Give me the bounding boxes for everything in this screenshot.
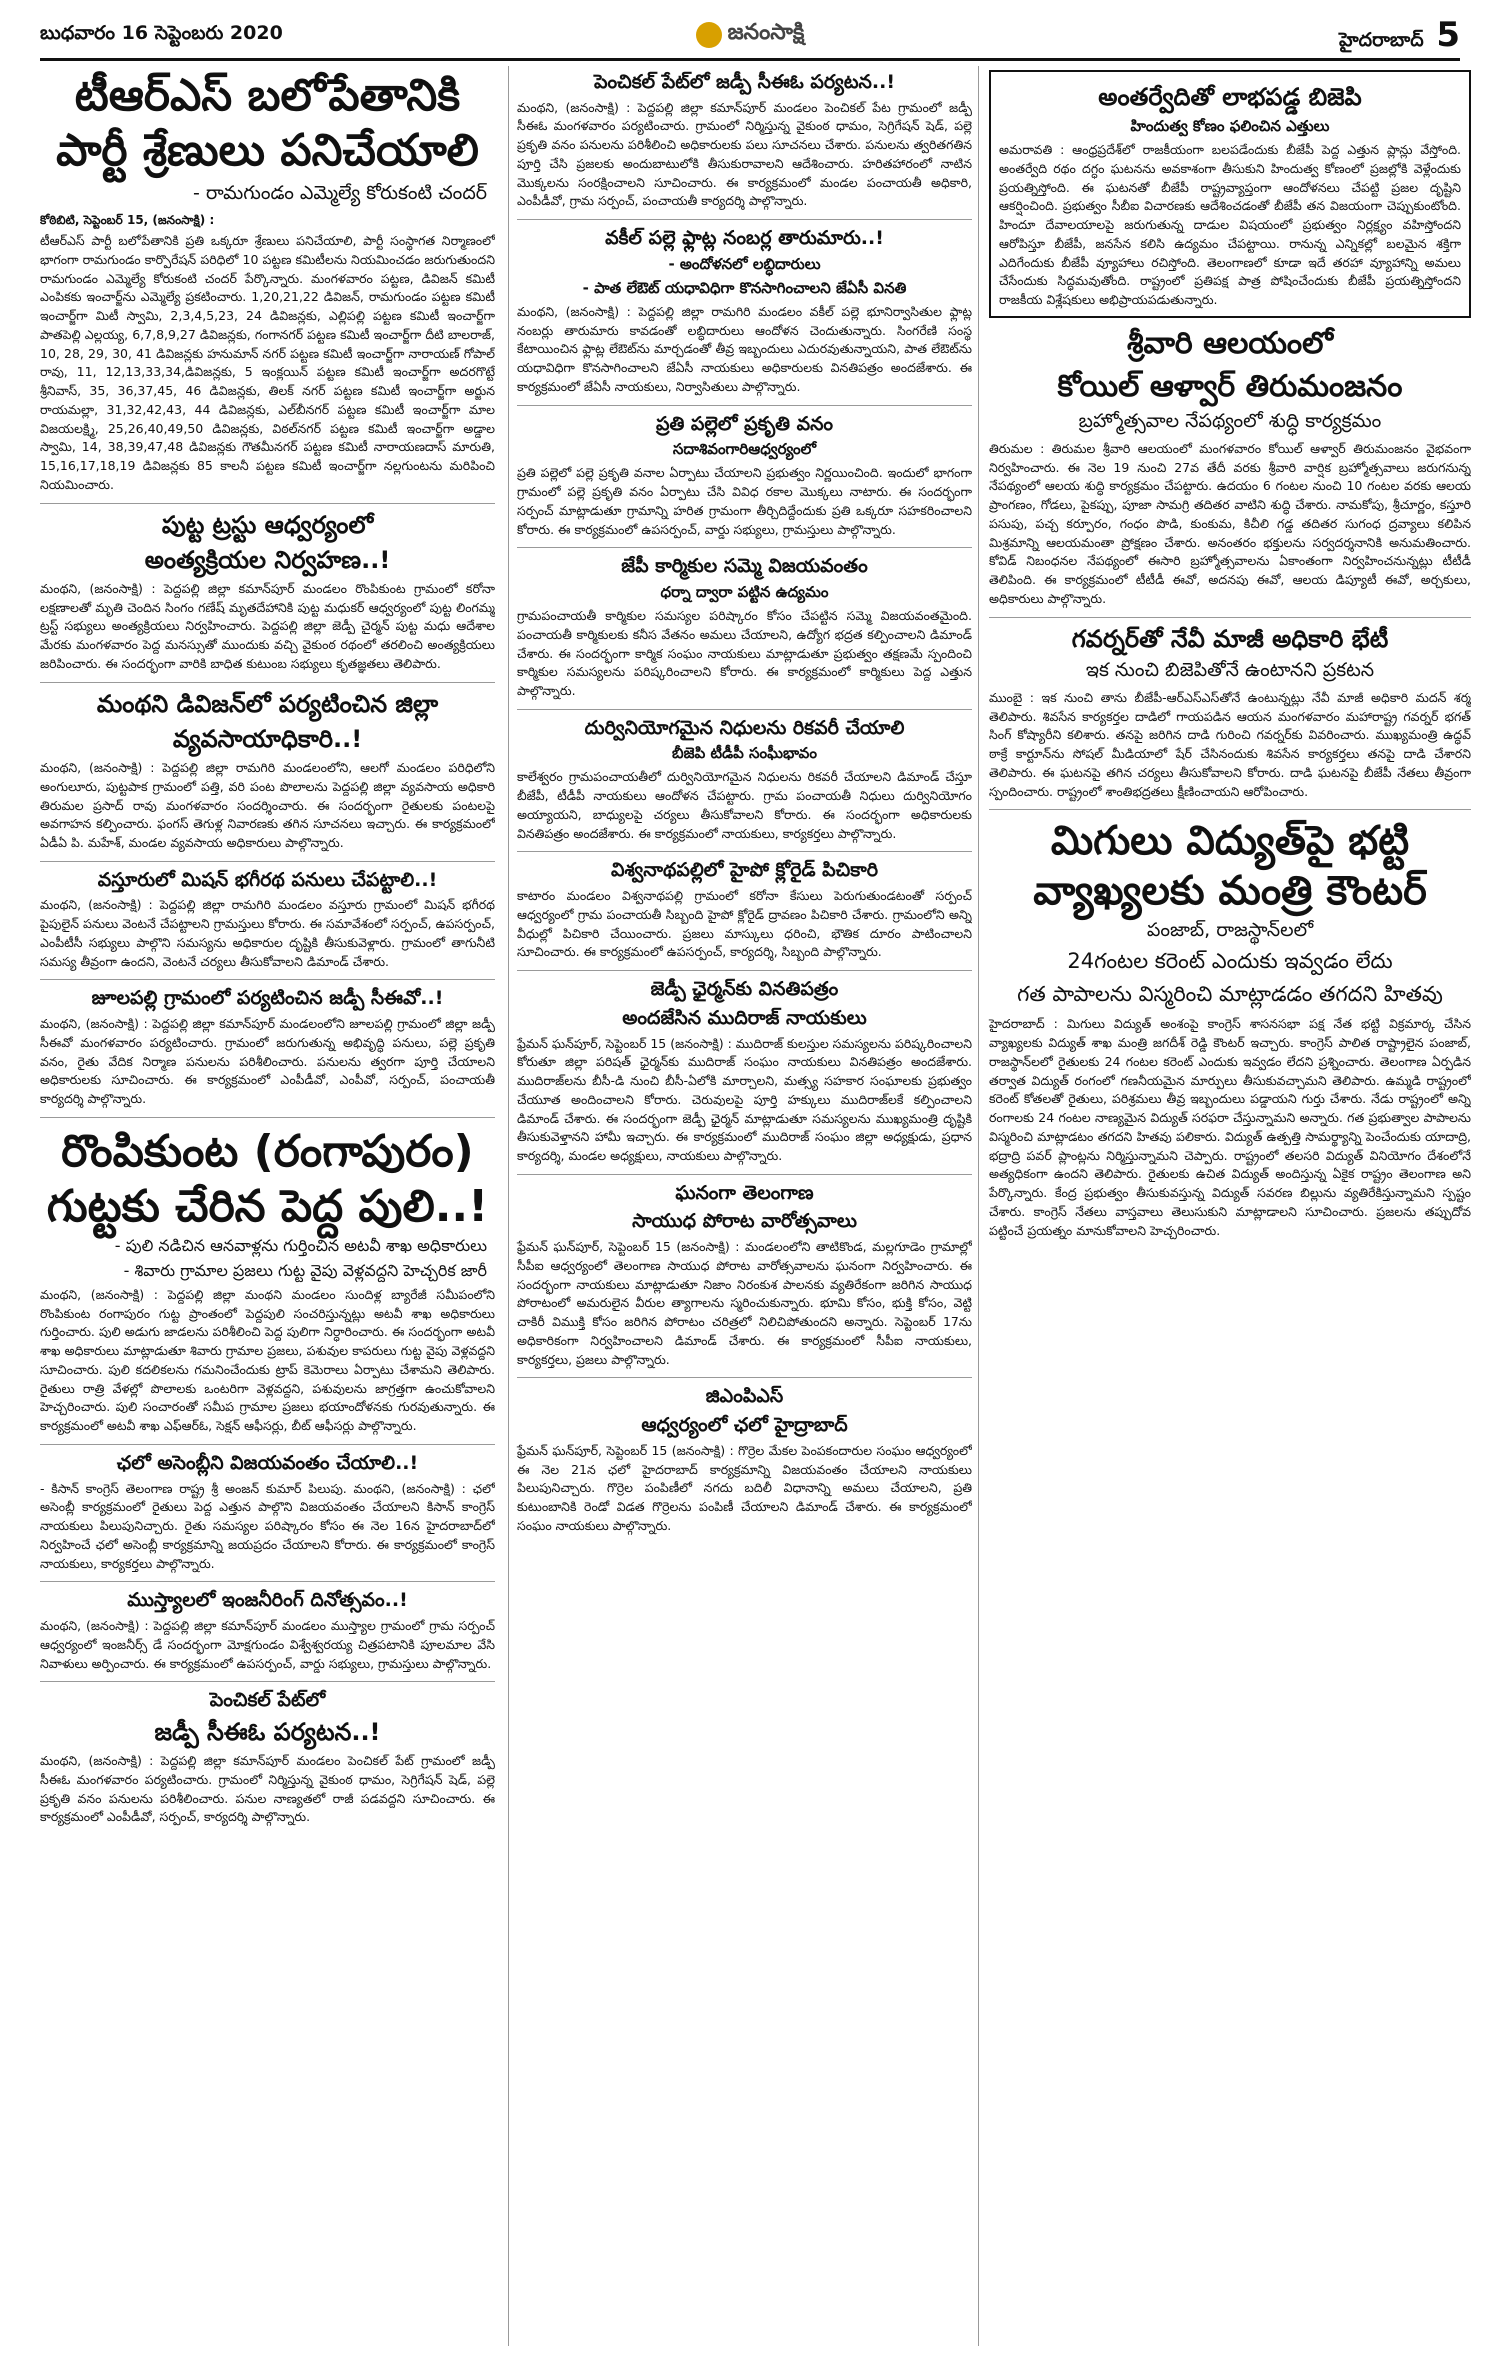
subhead: - పులి నడిచిన ఆనవాళ్లను గుర్తించిన అటవీ శాఖ అధికారులు [114,1235,487,1255]
headline: వస్తూరులో మిషన్ భగీరథ పనులు చేపట్టాలి..! [97,868,438,891]
subhead: - శివారు గ్రామాల ప్రజలు గుట్ట వైపు వెళ్లవద్దని హెచ్చరిక జారీ [123,1260,487,1280]
divider [517,851,972,852]
kicker: జిఎంపిఎస్ [705,1385,784,1408]
story-penchikal-left [40,1688,495,1827]
story-srivari [989,324,1471,609]
divider [40,979,495,980]
story-body: మంథని, (జనంసాక్షి) : పెద్దపల్లి జిల్లా రామగిరి మండలం వస్తూరు గ్రామంలో మిషన్ భగీరథ పైపులైన్ పనులు వెంటనే చేపట్టాలని గ్రామస్తులు కోరారు. ఈ సమావేశంలో సర్పంచ్, ఉపసర్పంచ్, ఎంపీటీసీ సభ్యులు పాల్గొని సమస్యను అధికారుల దృష్టికి తీసుకువెళ్లారు. గ్రామంలో తాగునీటి సమస్య తీవ్రంగా ఉందని, వెంటనే చర్యలు తీసుకోవాలని డిమాండ్ చేశారు. [40,897,495,969]
subhead: సాయుధ పోరాట వారోత్సవాలు [632,1210,857,1233]
story-jp-workers [517,554,972,700]
headline: జెడ్పీ ఛైర్మన్‌కు వినతిపత్రం [650,978,839,1001]
divider [517,970,972,971]
paper-logo [696,20,805,50]
divider [40,1117,495,1118]
kicker: - అందోళనలో లబ్ధిదారులు [668,254,821,273]
headline-line-2: జడ్పీ సీఈఓ పర్యటన..! [154,1717,381,1746]
story-body: హైదరాబాద్ : మిగులు విద్యుత్ అంశంపై కాంగ్రెస్ శాసనసభా పక్ష నేత భట్టి విక్రమార్క చేసిన వ్యాఖ్యలకు విద్యుత్ శాఖ మంత్రి జగదీశ్ రెడ్డి కౌంటర్ ఇచ్చారు. కాంగ్రెస్ పాలిత రాష్ట్రాలైన పంజాబ్, రాజస్థాన్‌లలో రైతులకు 24 గంటల కరెంట్ ఎందుకు ఇవ్వడం లేదని ప్రశ్నించారు. తెలంగాణ ఏర్పడిన తర్వాత విద్యుత్ రంగంలో గణనీయమైన మార్పులు తీసుకువచ్చామని తెలిపారు. ఉమ్మడి రాష్ట్రంలో కరెంట్ కోతలతో రైతులు, పరిశ్రమలు తీవ్ర ఇబ్బందులు పడ్డాయని గుర్తు చేశారు. నేడు రాష్ట్రంలో అన్ని రంగాలకు 24 గంటల నాణ్యమైన విద్యుత్ సరఫరా చేస్తున్నామని అన్నారు. గత ప్రభుత్వాల పాపాలను విస్మరించి మాట్లాడటం తగదని హితవు పలికారు. విద్యుత్ ఉత్పత్తి సామర్థ్యాన్ని పెంచేందుకు యాదాద్రి, భద్రాద్రి పవర్ ప్లాంట్లను నిర్మిస్తున్నామని చెప్పారు. రాష్ట్రంలో తలసరి విద్యుత్ వినియోగం దేశంలోనే అత్యధికంగా ఉందని తెలిపారు. రైతులకు ఉచిత విద్యుత్ అందిస్తున్న ఏకైక రాష్ట్రం తెలంగాణ అని పేర్కొన్నారు. కేంద్ర ప్రభుత్వం తీసుకువస్తున్న విద్యుత్ సవరణ బిల్లును వ్యతిరేకిస్తున్నామని స్పష్టం చేశారు. కాంగ్రెస్ నేతలు వాస్తవాలు తెలుసుకుని మాట్లాడాలని సూచించారు. ప్రజలను తప్పుదోవ పట్టించే ప్రయత్నం మానుకోవాలని హెచ్చరించారు. [989,1016,1471,1238]
story-body: గ్రామపంచాయతీ కార్మికుల సమస్యల పరిష్కారం కోసం చేపట్టిన సమ్మె విజయవంతమైంది. పంచాయతీ కార్మికులకు కనీస వేతనం అమలు చేయాలని, ఉద్యోగ భద్రత కల్పించాలని డిమాండ్ చేశారు. ఈ సందర్భంగా కార్మిక సంఘం నాయకులు మాట్లాడుతూ ప్రభుత్వం తక్షణమే స్పందించి కార్మికుల సమస్యలను పరిష్కరించాలని కోరారు. ఈ కార్యక్రమంలో కార్మికులు పెద్ద ఎత్తున పాల్గొన్నారు. [517,608,972,698]
story-body: మంథని, (జనంసాక్షి) : పెద్దపల్లి జిల్లా రామగిరి మండలం వకీల్ పల్లె భూనిర్వాసితుల ఫ్లాట్ల నంబర్లు తారుమారు కావడంతో లబ్ధిదారులు ఆందోళన చెందుతున్నారు. సింగరేణి సంస్థ కేటాయించిన ఫ్లాట్ల లేఔట్‌ను మార్చడంతో తీవ్ర ఇబ్బందులు ఎదురవుతున్నాయని, పాత లేఔట్‌ను యధావిధిగా కొనసాగించాలని జేఏసీ నాయకులు అధికారులకు వినతిపత్రం అందజేశారు. ఈ కార్యక్రమంలో జేఏసీ నాయకులు, నిర్వాసితులు పాల్గొన్నారు. [517,303,972,394]
headline-line-2: అంత్యక్రియల నిర్వహణ..! [144,545,391,574]
headline: ఘనంగా తెలంగాణ [675,1181,814,1204]
story-body: మంథని, (జనంసాక్షి) : పెద్దపల్లి జిల్లా కమాన్‌పూర్ మండలం ముస్త్యాల గ్రామంలో గ్రామ సర్పంచ్ ఆధ్వర్యంలో ఇంజనీర్స్ డే సందర్భంగా మోక్షగుండం విశ్వేశ్వరయ్య చిత్రపటానికి పూలమాల వేసి నివాళులు అర్పించారు. ఈ కార్యక్రమంలో ఉపసర్పంచ్, వార్డు సభ్యులు, గ్రామస్తులు పాల్గొన్నారు. [40,1618,495,1671]
story-body: మంథని, (జనంసాక్షి) : పెద్దపల్లి జిల్లా కమాన్‌పూర్ మండలం పెంచికల్ పేట గ్రామంలో జడ్పీ సీఈఓ మంగళవారం పర్యటించారు. గ్రామంలో నిర్మిస్తున్న వైకుంఠ ధామం, సెగ్రిగేషన్ షెడ్, పల్లె ప్రకృతి వనం పనులను పరిశీలించి అధికారులకు పలు సూచనలు చేశారు. పనులను త్వరితగతిన పూర్తి చేసి ప్రజలకు అందుబాటులోకి తీసుకురావాలని ఆదేశించారు. హరితహారంలో నాటిన మొక్కలను సంరక్షించాలని సూచించారు. ఈ కార్యక్రమంలో మండల పంచాయతీ అధికారి, ఎంపీడీవో, గ్రామ సర్పంచ్, పంచాయతీ కార్యదర్శి పాల్గొన్నారు. [517,99,972,209]
headline: మంథని డివిజన్‌లో పర్యటించిన జిల్లా [96,689,439,718]
page-info [1060,15,1460,56]
subhead: గత పాపాలను విస్మరించి మాట్లాడడం తగదని హితవు [1017,982,1443,1007]
subhead: పంజాబ్, రాజస్థాన్‌లలో [1146,919,1314,942]
story-body: ఫ్రేమన్ ఘన్‌పూర్, సెప్టెంబర్ 15 (జనంసాక్షి) : గొర్రెల మేకల పెంపకందారుల సంఘం ఆధ్వర్యంలో ఈ నెల 21న ఛలో హైదరాబాద్ కార్యక్రమాన్ని విజయవంతం చేయాలని నాయకులు పిలుపునిచ్చారు. గొర్రెల పంపిణీలో నగదు బదిలీ విధానాన్ని అమలు చేయాలని, ప్రతి కుటుంబానికి రెండో విడత గొర్రెలను పంపిణీ చేయాలని డిమాండ్ చేశారు. ఈ కార్యక్రమంలో సంఘం నాయకులు పాల్గొన్నారు. [517,1442,972,1533]
subhead: 24గంటల కరెంట్ ఎందుకు ఇవ్వడం లేదు [1067,949,1393,974]
headline: పుట్ట ట్రస్టు ఆధ్వర్యంలో [161,510,374,539]
story-trs [40,68,495,495]
story-body: ఫ్రేమన్ ఘన్‌పూర్, సెప్టెంబర్ 15 (జనంసాక్షి) : ముదిరాజ్ కులస్తుల సమస్యలను పరిష్కరించాలని కోరుతూ జిల్లా పరిషత్ ఛైర్మన్‌కు ముదిరాజ్ సంఘం నాయకులు వినతిపత్రం అందజేశారు. ముదిరాజ్‌లను బీసీ-డి నుంచి బీసీ-ఏలోకి మార్చాలని, మత్స్య సహకార సంఘాలకు ప్రభుత్వం చేయూత అందించాలని కోరారు. చెరువులపై పూర్తి హక్కులు ముదిరాజ్‌లకే కల్పించాలని డిమాండ్ చేశారు. ఈ సందర్భంగా జెడ్పీ ఛైర్మన్ మాట్లాడుతూ సమస్యలను ముఖ్యమంత్రి దృష్టికి తీసుకువెళ్తానని హామీ ఇచ్చారు. ఈ కార్యక్రమంలో ముదిరాజ్ సంఘం జిల్లా అధ్యక్షుడు, ప్రధాన కార్యదర్శి, మండల అధ్యక్షులు, నాయకులు పాల్గొన్నారు. [517,1035,972,1163]
kicker: హిందుత్వ కోణం ఫలించిన ఎత్తులు [1130,117,1330,136]
story-sayudha [517,1181,972,1370]
headline: అంతర్వేదితో లాభపడ్డ బిజెపి [1098,83,1362,111]
story-body: మంథని, (జనంసాక్షి) : పెద్దపల్లి జిల్లా మంథని మండలం సుందిళ్ల బ్యారేజీ సమీపంలోని రొంపికుంట రంగాపురం గుట్ట ప్రాంతంలో పెద్దపులి సంచరిస్తున్నట్లు అటవీ శాఖ అధికారులు గుర్తించారు. పులి అడుగు జాడలను పరిశీలించి పెద్ద పులిగా నిర్ధారించారు. ఈ సందర్భంగా అటవీ శాఖ అధికారులు మాట్లాడుతూ శివారు గ్రామాల ప్రజలు, పశువుల కాపరులు గుట్ట వైపు వెళ్లవద్దని సూచించారు. పులి కదలికలను గమనించేందుకు ట్రాప్ కెమెరాలు ఏర్పాటు చేశామని తెలిపారు. రైతులు రాత్రి వేళల్లో పొలాలకు ఒంటరిగా వెళ్లవద్దని, పశువులను జాగ్రత్తగా ఉంచుకోవాలని హెచ్చరించారు. పులి సంచారంతో సమీప గ్రామాల ప్రజలు భయాందోళనకు గురవుతున్నారు. ఈ కార్యక్రమంలో అటవీ శాఖ ఎఫ్ఆర్ఓ, సెక్షన్ ఆఫీసర్లు, బీట్ ఆఫీసర్లు పాల్గొన్నారు. [40,1286,495,1434]
story-engineering [40,1588,495,1673]
story-hypochlorite [517,858,972,962]
divider [40,1681,495,1682]
story-julapalli [40,986,495,1108]
column-right [978,66,1471,2346]
headline: జూలపల్లి గ్రామంలో పర్యటించిన జడ్పీ సీఈవో..! [91,987,444,1010]
headline: విశ్వనాథపల్లిలో హైపో క్లోరైడ్ పిచికారి [611,859,878,882]
story-body: ఫ్రేమన్ ఘన్‌పూర్, సెప్టెంబర్ 15 (జనంసాక్షి) : మండలంలోని తాటికొండ, మల్లగూడెం గ్రామాల్లో సీపీఐ ఆధ్వర్యంలో తెలంగాణ సాయుధ పోరాట వారోత్సవాలను ఘనంగా నిర్వహించారు. ఈ సందర్భంగా నాయకులు మాట్లాడుతూ నిజాం నిరంకుశ పాలనకు వ్యతిరేకంగా జరిగిన సాయుధ పోరాటంలో అమరులైన వీరుల త్యాగాలను స్మరించుకున్నారు. భూమి కోసం, భుక్తి కోసం, వెట్టి చాకిరీ విముక్తి కోసం జరిగిన పోరాటం చరిత్రలో నిలిచిపోతుందని అన్నారు. సెప్టెంబర్ 17ను అధికారికంగా నిర్వహించాలని డిమాండ్ చేశారు. ఈ కార్యక్రమంలో సీపీఐ నాయకులు, కార్యకర్తలు, ప్రజలు పాల్గొన్నారు. [517,1239,972,1367]
headline: దుర్వినియోగమైన నిధులను రికవరీ చేయాలి [584,716,905,739]
page-number: 5 [1436,14,1460,55]
story-manthani [40,689,495,853]
headline: జేపీ కార్మికుల సమ్మె విజయవంతం [621,555,868,578]
dateline: కోఠిబిటి, సెప్టెంబర్ 15, (జనంసాక్షి) : [40,213,215,227]
divider [40,503,495,504]
column-middle [508,66,972,2346]
story-body: మంథని, (జనంసాక్షి) : పెద్దపల్లి జిల్లా రామగిరి మండలంలోని, ఆలగో మండలం పరిధిలోని అంగులూరు, పుట్టపాక గ్రామంలో పత్తి, వరి పంట పొలాలను పెద్దపల్లి జిల్లా వ్యవసాయ అధికారి తిరుమల ప్రసాద్ రావు మంగళవారం సందర్శించారు. ఈ సందర్భంగా రైతులకు పంటలపై అవగాహన కల్పించారు. ఫంగస్ తెగుళ్ల నివారణకు తగిన సూచనలు ఇచ్చారు. ఈ కార్యక్రమంలో ఏడీఏ పి. మహేశ్, మండల వ్యవసాయ అధికారులు పాల్గొన్నారు. [40,760,495,850]
story-body: అమరావతి : ఆంధ్రప్రదేశ్‌లో రాజకీయంగా బలపడేందుకు బీజేపీ పెద్ద ఎత్తున ప్లాన్లు వేస్తోంది. అంతర్వేది రథం దగ్ధం ఘటనను అవకాశంగా తీసుకుని హిందుత్వ కోణంలో ప్రజల్లోకి వెళ్లేందుకు ప్రయత్నిస్తోంది. ఈ ఘటనతో బీజేపీ రాష్ట్రవ్యాప్తంగా ఆందోళనలు చేపట్టి ప్రజల దృష్టిని ఆకర్షించింది. ప్రభుత్వం సీబీఐ విచారణకు ఆదేశించడంతో బీజేపీ తన విజయంగా చెప్పుకుంటోంది. హిందూ దేవాలయాలపై జరుగుతున్న దాడుల విషయంలో ప్రభుత్వం నిర్లక్ష్యం వహిస్తోందని ఆరోపిస్తూ బీజేపీ, జనసేన కలిసి ఉద్యమం చేపట్టాయి. రానున్న ఎన్నికల్లో బలమైన శక్తిగా ఎదిగేందుకు బీజేపీ వ్యూహాలు రచిస్తోంది. తెలంగాణలో కూడా ఇదే తరహా వ్యూహాన్ని అమలు చేసేందుకు సిద్ధమవుతోంది. రాష్ట్రంలో ప్రతిపక్ష పాత్ర పోషించేందుకు బీజేపీ ప్రయత్నిస్తోందని రాజకీయ విశ్లేషకులు అభిప్రాయపడుతున్నారు. [999,142,1461,308]
headline: మిగులు విద్యుత్‌పై భట్టి వ్యాఖ్యలకు మంత్రి కౌంటర్ [1033,818,1427,915]
story-putta [40,510,495,674]
divider [40,1581,495,1582]
story-body: తిరుమల : తిరుమల శ్రీవారి ఆలయంలో మంగళవారం కోయిల్ ఆళ్వార్ తిరుమంజనం వైభవంగా నిర్వహించారు. ఈ నెల 19 నుంచి 27వ తేదీ వరకు శ్రీవారి వార్షిక బ్రహ్మోత్సవాలు జరుగనున్న నేపథ్యంలో ఆలయ శుద్ధి కార్యక్రమం చేపట్టారు. ఉదయం 6 గంటల నుంచి 10 గంటల వరకు ఆలయ ప్రాంగణం, గోడలు, పైకప్పు, పూజా సామగ్రి తదితర వాటిని శుద్ధి చేశారు. నామకోపు, శ్రీచూర్ణం, కస్తూరి పసుపు, పచ్చ కర్పూరం, గంధం పొడి, కుంకుమ, కిచీలి గడ్డ తదితర సుగంధ ద్రవ్యాలు కలిపిన మిశ్రమాన్ని ఆలయమంతా ప్రోక్షణం చేశారు. అనంతరం భక్తులను సర్వదర్శనానికి అనుమతించారు. కోవిడ్ నిబంధనల నేపథ్యంలో ఈసారి బ్రహ్మోత్సవాలను ఏకాంతంగా నిర్వహించనున్నట్లు టీటీడీ తెలిపింది. ఈ కార్యక్రమంలో టీటీడీ ఈవో, అదనపు ఈవో, ఆలయ డిప్యూటీ ఈవో, అర్చకులు, అధికారులు పాల్గొన్నారు. [989,440,1471,606]
story-body: కాలేశ్వరం గ్రామపంచాయతీలో దుర్వినియోగమైన నిధులను రికవరీ చేయాలని డిమాండ్ చేస్తూ బీజేపీ, టీడీపీ నాయకులు ఆందోళన చేపట్టారు. గ్రామ పంచాయతీ నిధులు దుర్వినియోగం అయ్యాయని, బాధ్యులపై చర్యలు తీసుకోవాలని కోరారు. ఈ సందర్భంగా అధికారులకు వినతిపత్రం అందజేశారు. ఈ కార్యక్రమంలో నాయకులు, కార్యకర్తలు పాల్గొన్నారు. [517,769,972,841]
headline: టీఆర్ఎస్ బలోపేతానికి పార్టీ శ్రేణులు పనిచేయాలి [56,70,479,176]
headline: ముస్త్యాలలో ఇంజనీరింగ్ దినోత్సవం..! [127,1589,408,1612]
divider [989,809,1471,810]
kicker: సదాశివంగారిఆధ్వర్యంలో [672,440,817,459]
story-body: టీఆర్ఎస్ పార్టీ బలోపేతానికి ప్రతి ఒక్కరూ శ్రేణులు పనిచేయాలి, పార్టీ సంస్థాగత నిర్మాణంలో భాగంగా రామగుండం కార్పొరేషన్ పరిధిలో 10 పట్టణ కమిటీలను నియమించడం జరుగుతుందని రామగుండం ఎమ్మెల్యే కోరుకంటి చందర్ పేర్కొన్నారు. మంగళవారం పట్టణ, డివిజన్ కమిటీ ఎంపికకు ఇంచార్జ్‌ను ఎమ్మెల్యే ప్రకటించారు. 1,20,21,22 డివిజన్, రామగుండం పట్టణ కమిటీ ఇంచార్జ్‌గా మిటీ స్వామి, 2,3,4,5,23, 24 డివిజన్లకు, ఎల్లిపల్లి పట్టణ కమిటీ ఇంచార్జ్‌గా పాతపెల్లి ఎల్లయ్య, 6,7,8,9,27 డివిజన్లకు, గంగానగర్ పట్టణ కమిటీ ఇంచార్జ్‌గా దీటి బాలరాజ్, 10, 28, 29, 30, 41 డివిజన్లకు హనుమాన్ నగర్ పట్టణ కమిటీ ఇంచార్జ్‌గా నారాయణ్ గోపాల్ రావు, 11, 12,13,33,34,డివిజన్లకు, 5 ఇంక్లయిన్ పట్టణ కమిటీ ఇంచార్జ్‌గా అదరగొట్టే శ్రీనివాస్, 35, 36,37,45, 46 డివిజన్లకు, తిలక్ నగర్ పట్టణ కమిటీ ఇంచార్జ్‌గా అర్జున రాయమల్లా, 31,32,42,43, 44 డివిజన్లకు, ఎల్‌బీనగర్ పట్టణ కమిటీ ఇంచార్జ్‌గా మాల విజయలక్ష్మి, 25,26,40,49,50 డివిజన్లకు, విఠల్‌నగర్ పట్టణ కమిటీ ఇంచార్జ్‌గా అడ్డాల స్వామి, 14, 38,39,47,48 డివిజన్లకు గౌతమీనగర్ పట్టణ కమిటీ నారాయణదాస్ మారుతి, 15,16,17,18,19 డివిజన్లకు 85 కాలనీ పట్టణ కమిటీ ఇంచార్జ్‌గా నల్లగుంటను మరిపించి నియమించారు. [40,233,495,492]
divider [517,405,972,406]
story-body: మంథని, (జనంసాక్షి) : పెద్దపల్లి జిల్లా కమాన్‌పూర్ మండలం పెంచికల్ పేట్ గ్రామంలో జడ్పీ సీఈఓ మంగళవారం పర్యటించారు. గ్రామంలో నిర్మిస్తున్న వైకుంఠ ధామం, సెగ్రిగేషన్ షెడ్, పల్లె ప్రకృతి వనం పనులను పరిశీలించారు. పనుల నాణ్యతలో రాజీ పడవద్దని సూచించారు. ఈ కార్యక్రమంలో ఎంపీడీవో, సర్పంచ్, కార్యదర్శి పాల్గొన్నారు. [40,1753,495,1825]
story-body: మంథని, (జనంసాక్షి) : పెద్దపల్లి జిల్లా కమాన్‌పూర్ మండలం రొంపికుంట గ్రామంలో కరోనా లక్షణాలతో మృతి చెందిన సింగం గణేష్ మృతదేహానికి పుట్ట మధుకర్ ఆధ్వర్యంలో పుట్ట లింగమ్మ ట్రస్ట్ సభ్యులు అంత్యక్రియలు నిర్వహించారు. పెద్దపల్లి జిల్లా జెడ్పీ చైర్మన్ పుట్ట మధు ఆదేశాల మేరకు మంగళవారం పెద్ద మనస్సుతో ముందుకు వచ్చి వైకుంఠ రథంలో తరలించి అంత్యక్రియలు జరిపించారు. ఈ సందర్భంగా వారికి బాధిత కుటుంబ సభ్యులు కృతజ్ఞతలు తెలిపారు. [40,580,495,671]
story-bjp [989,70,1471,318]
byline: - రామగుండం ఎమ్మెల్యే కోరుకంటి చందర్ [192,182,487,204]
divider [517,1174,972,1175]
headline: ఆధ్వర్యంలో ఛలో హైద్రాబాద్ [641,1414,848,1437]
headline-line-2: వ్యవసాయాధికారి..! [172,724,363,753]
divider [40,861,495,862]
kicker: బీజెపి టీడీపీ సంఘీభావం [672,744,817,763]
edition-city: హైదరాబాద్ [1339,28,1424,51]
headline: శ్రీవారి ఆలయంలో [1126,325,1334,361]
story-body: ప్రతి పల్లెలో పల్లె ప్రకృతి వనాల ఏర్పాటు చేయాలని ప్రభుత్వం నిర్ణయించింది. ఇందులో భాగంగా గ్రామంలో పల్లె ప్రకృతి వనం ఏర్పాటు చేసి వివిధ రకాల మొక్కలు నాటారు. ఈ సందర్భంగా సర్పంచ్ మాట్లాడుతూ గ్రామాన్ని హరిత గ్రామంగా తీర్చిదిద్దేందుకు ప్రతి ఒక్కరూ సహకరించాలని కోరారు. ఈ కార్యక్రమంలో ఉపసర్పంచ్, వార్డు సభ్యులు, గ్రామస్తులు పాల్గొన్నారు. [517,465,972,537]
issue-date: బుధవారం 16 సెప్టెంబరు 2020 [40,21,283,44]
divider [989,617,1471,618]
masthead [40,12,1460,61]
column-left [40,66,495,2346]
story-vakil [517,226,972,396]
headline: గవర్నర్‌తో నేవీ మాజీ అధికారి భేటీ [1071,624,1389,653]
story-governor [989,624,1471,802]
story-mission [40,868,495,972]
story-body: మంథని, (జనంసాక్షి) : పెద్దపల్లి జిల్లా కమాన్‌పూర్ మండలంలోని జూలపల్లి గ్రామంలో జిల్లా జడ్పీ సీఈవో మంగళవారం పర్యటించారు. గ్రామంలో జరుగుతున్న అభివృద్ధి పనులు, పల్లె ప్రకృతి వనం, రైతు వేదిక నిర్మాణ పనులను పరిశీలించారు. పనులను త్వరగా పూర్తి చేయాలని అధికారులకు సూచించారు. ఈ కార్యక్రమంలో ఎంపీడీవో, ఎంపీవో, సర్పంచ్, పంచాయతీ కార్యదర్శి పాల్గొన్నారు. [40,1016,495,1107]
headline: వకీల్ పల్లె ఫ్లాట్ల నంబర్ల తారుమారు..! [605,227,884,250]
divider [517,219,972,220]
story-body: ముంబై : ఇక నుంచి తాను బీజేపీ-ఆర్ఎస్ఎస్‌తోనే ఉంటున్నట్లు నేవీ మాజీ అధికారి మదన్ శర్మ తెలిపారు. శివసేన కార్యకర్తల దాడిలో గాయపడిన ఆయన మంగళవారం మహారాష్ట్ర గవర్నర్ భగత్ సింగ్ కోష్యారీని కలిశారు. తనపై జరిగిన దాడి గురించి గవర్నర్‌కు వివరించారు. ముఖ్యమంత్రి ఉద్ధవ్ ఠాక్రే కార్టూన్‌ను సోషల్ మీడియాలో షేర్ చేసినందుకు శివసేన కార్యకర్తలు తనపై దాడి చేశారని తెలిపారు. ఈ ఘటనపై తగిన చర్యలు తీసుకోవాలని కోరారు. దాడి ఘటనపై బీజేపీ నేతలు తీవ్రంగా స్పందించారు. రాష్ట్రంలో శాంతిభద్రతలు క్షీణించాయని ఆరోపించారు. [989,689,1471,799]
paper-name: జనంసాక్షి [727,20,805,45]
headline: ఛలో అసెంబ్లీని విజయవంతం చేయాలి..! [116,1451,419,1474]
divider [40,1444,495,1445]
story-body: కాటారం మండలం విశ్వనాథపల్లి గ్రామంలో కరోనా కేసులు పెరుగుతుండటంతో సర్పంచ్ ఆధ్వర్యంలో గ్రామ పంచాయతీ సిబ్బంది హైపో క్లోరైడ్ ద్రావణం పిచికారి చేశారు. గ్రామంలోని అన్ని వీధుల్లో పిచికారి చేయించారు. ప్రజలు మాస్కులు ధరించి, భౌతిక దూరం పాటించాలని సూచించారు. ఈ కార్యక్రమంలో ఉపసర్పంచ్, కార్యదర్శి, సిబ్బంది పాల్గొన్నారు. [517,888,972,960]
logo-emblem-icon [696,22,722,48]
subhead: ఇక నుంచి బిజెపితోనే ఉంటానని ప్రకటన [1085,658,1375,681]
kicker: ధర్నా ద్వారా పట్టిన ఉద్యమం [660,583,829,601]
story-penchikal-top [517,70,972,211]
story-body: - కిసాన్ కాంగ్రెస్ తెలంగాణ రాష్ట్ర శ్రీ అంజన్ కుమార్ పిలుపు. మంథని, (జనంసాక్షి) : ఛలో అసెంబ్లీ కార్యక్రమంలో రైతులు పెద్ద ఎత్తున పాల్గొని విజయవంతం చేయాలని కిసాన్ కాంగ్రెస్ నాయకులు పిలుపునిచ్చారు. రైతు సమస్యల పరిష్కారం కోసం ఈ నెల 16న హైదరాబాద్‌లో నిర్వహించే ఛలో అసెంబ్లీ కార్యక్రమాన్ని జయప్రదం చేయాలని కోరారు. ఈ కార్యక్రమంలో కాంగ్రెస్ నాయకులు, కార్యకర్తలు పాల్గొన్నారు. [40,1480,495,1571]
subhead: బ్రహ్మోత్సవాల నేపథ్యంలో శుద్ధి కార్యక్రమం [1078,409,1382,432]
headline: రొంపికుంట (రంగాపురం) గుట్టకు చేరిన పెద్ద పులి..! [46,1125,489,1232]
divider [517,1377,972,1378]
headline: పెంచికల్ పేట్‌లో జడ్పీ సీఈఓ పర్యటన..! [594,71,895,93]
story-durviniyogam [517,716,972,844]
headline-line-2: కోయిల్ ఆళ్వార్ తిరుమంజనం [1057,368,1403,404]
story-chalo-hyd [517,1384,972,1535]
headline: పెంచికల్ పేట్‌లో [209,1689,326,1712]
divider [40,682,495,683]
story-zp-chairman [517,977,972,1166]
story-chalo-assembly [40,1451,495,1573]
story-electricity [989,816,1471,1240]
divider [517,709,972,710]
divider [517,547,972,548]
story-tiger [40,1124,495,1436]
subhead: అందజేసిన ముదిరాజ్ నాయకులు [622,1006,867,1029]
subhead: - పాత లేఔట్ యధావిధిగా కొనసాగించాలని జేఏసీ వినతి [582,278,907,297]
story-prakruti [517,412,972,540]
headline: ప్రతి పల్లెలో ప్రకృతి వనం [655,412,834,435]
